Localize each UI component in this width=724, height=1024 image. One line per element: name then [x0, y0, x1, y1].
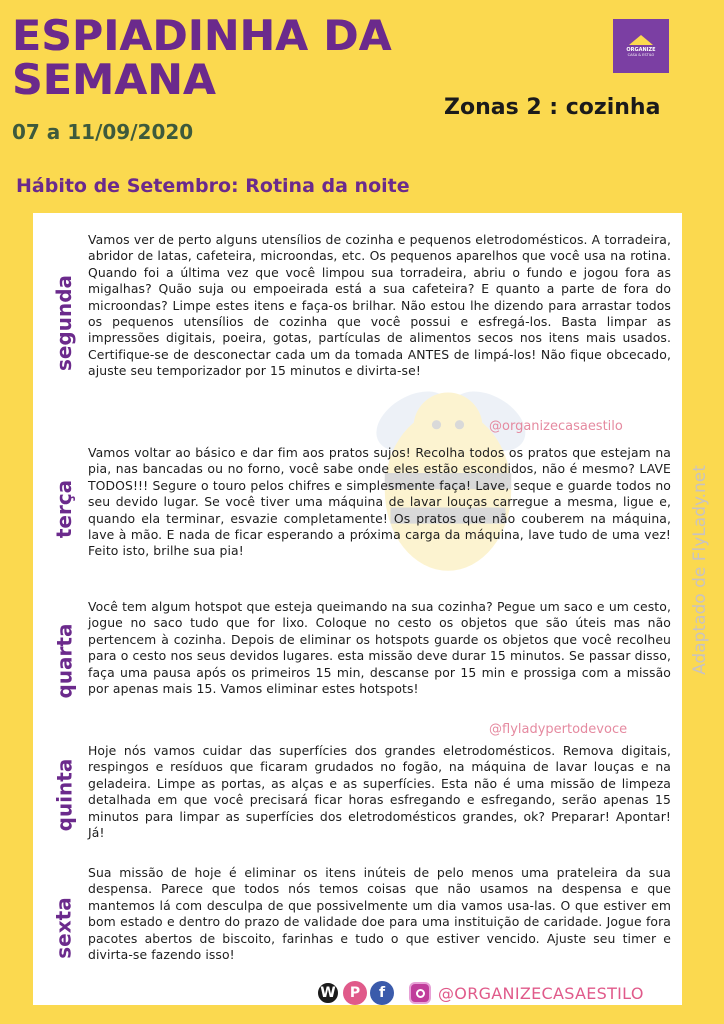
day-label-quinta: quinta	[52, 758, 76, 832]
day-label-sexta: sexta	[52, 897, 76, 959]
pinterest-icon[interactable]: P	[343, 981, 367, 1005]
instagram-icon[interactable]	[409, 982, 431, 1004]
footer-instagram-handle[interactable]: @ORGANIZECASAESTILO	[438, 983, 644, 1003]
day-label-segunda: segunda	[52, 274, 77, 372]
day-text-terca: Vamos voltar ao básico e dar fim aos pratos sujos! Recolha todos os pratos que estejam na pia, nas bancadas ou no forno, você sabe onde eles estão escondidos, não é mesmo? LAVE TODOS!!! Segure o touro pelos chifres e simplesmente faça! Lave, seque e guarde todos no seu devido lugar. Se você tiver uma máquina de lavar louças carregue a mesma, ligue e, quando ela terminar, esvazie completamente! Os pratos que não couberem na máquina, lave à mão. E nada de ficar esperando a próxima carga da máquina, lave tudo de uma vez! Feito isto, brilhe sua pia!	[88, 445, 671, 559]
brand-logo	[613, 19, 669, 73]
day-label-quarta: quarta	[52, 623, 77, 699]
title-line-2: SEMANA	[12, 55, 216, 104]
page-title	[12, 11, 392, 104]
logo-subtext: CASA & ESTILO	[627, 53, 655, 57]
social-footer	[316, 980, 644, 1006]
source-credit: Adaptado de FlyLady.net	[690, 465, 710, 675]
day-text-quinta: Hoje nós vamos cuidar das superfícies dos grandes eletrodomésticos. Remova digitais, respingos e resíduos que ficaram grudados no fogão, na máquina de lavar louças e na geladeira. Limpe as portas, as alças e as superfícies. Esta não é uma missão de limpeza detalhada em que você precisará ficar horas esfregando e esfregando, serão apenas 15 minutos para limpar as superfícies dos eletrodomésticos grandes, ok? Preparar! Apontar! Já!	[88, 743, 671, 841]
day-text-quarta: Você tem algum hotspot que esteja queimando na sua cozinha? Pegue um saco e um cesto, jogue no saco tudo que for lixo. Coloque no cesto os objetos que são úteis mas não pertencem à cozinha. Depois de eliminar os hotspots guarde os objetos que você recolheu para o cesto nos seus devidos lugares. esta missão deve durar 15 minutos. Se passar disso, faça uma pausa após os primeiros 15 min, descanse por 15 min e prossiga com a missão por apenas mais 15. Vamos eliminar estes hotspots!	[88, 599, 671, 697]
day-label-terca: terça	[52, 479, 76, 539]
house-icon	[629, 35, 653, 45]
week-dates: 07 a 11/09/2020	[12, 120, 194, 144]
day-text-sexta: Sua missão de hoje é eliminar os itens inúteis de pelo menos uma prateleira da sua despensa. Parece que todos nós temos coisas que não usamos na despensa e que mantemos lá com desculpa de que possivelmente um dia vamos usa-las. O que estiver em bom estado e dentro do prazo de validade doe para uma instituição de caridade. Jogue fora pacotes abertos de biscoito, farinhas e tudo o que estiver vencido. Ajuste seu timer e divirta-se fazendo isso!	[88, 865, 671, 963]
instagram-handle-1: @organizecasaestilo	[489, 419, 623, 434]
instagram-handle-2: @flyladypertodevoce	[489, 722, 628, 737]
day-text-segunda: Vamos ver de perto alguns utensílios de cozinha e pequenos eletrodomésticos. A torradeira, abridor de latas, cafeteira, microondas, etc. Os pequenos aparelhos que você usa na rotina. Quando foi a última vez que você limpou sua torradeira, abriu o fundo e jogou fora as migalhas? Quão suja ou empoeirada está a sua cafeteira? E quanto a parte de fora do microondas? Limpe estes itens e faça-os brilhar. Não estou lhe dizendo para arrastar todos os pequenos utensílios de cozinha que você possui e esfregá-los. Basta limpar as impressões digitais, poeira, gotas, partículas de alimentos secos nos itens mais usados. Certifique-se de desconectar cada um da tomada ANTES de limpá-los! Não fique obcecado, ajuste seu temporizador por 15 minutos e divirta-se!	[88, 232, 671, 379]
zone-label: Zonas 2 : cozinha	[444, 95, 661, 120]
logo-text: ORGANIZE	[626, 47, 656, 53]
habit-of-month: Hábito de Setembro: Rotina da noite	[16, 175, 410, 197]
facebook-icon[interactable]: f	[370, 981, 394, 1005]
wordpress-icon[interactable]: W	[316, 981, 340, 1005]
title-line-1: ESPIADINHA DA	[12, 11, 392, 60]
weekly-tasks-panel	[33, 213, 682, 1005]
